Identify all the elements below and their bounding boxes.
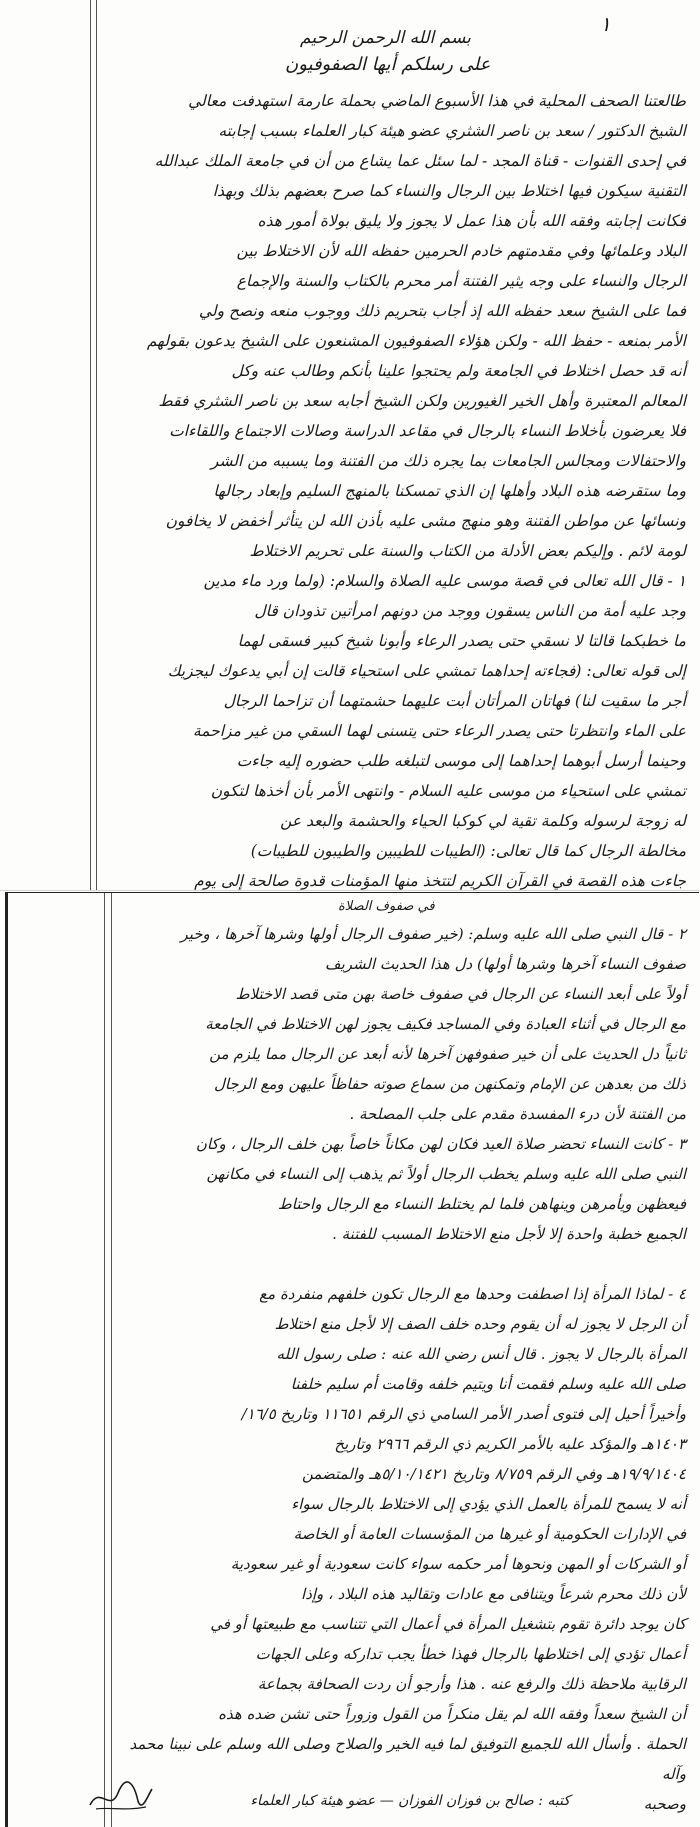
text-line: أولاً على أبعد النساء عن الرجال في صفوف خاصة بهن متى قصد الاختلاط (235, 985, 686, 1003)
text-line: الرجال والنساء على وجه يثير الفتنة أمر محرم بالكتاب والسنة والإجماع (236, 272, 686, 290)
text-line: صلى الله عليه وسلم فقمت أنا ويتيم خلفه وقامت أم سليم خلفنا (290, 1375, 686, 1393)
text-line: ما خطبكما قالتا لا نسقي حتى يصدر الرعاء وأبونا شيخ كبير فسقى لهما (237, 632, 686, 650)
text-line: ٤ - لماذا المرأة إذا اصطفت وحدها مع الرجال تكون خلفهم منفردة مع (259, 1285, 686, 1303)
text-line: جاءت هذه القصة في القرآن الكريم لتتخذ منها المؤمنات قدوة صالحة إلى يوم (194, 872, 686, 890)
margin-note: في صفوف الصلاة (338, 899, 435, 914)
text-line: كان يوجد دائرة تقوم بتشغيل المرأة في أعمال التي تتناسب مع طبيعتها أو في (210, 1615, 686, 1633)
document-page-1 (0, 0, 700, 890)
page-two-body (106, 919, 686, 1819)
text-line: ثانياً دل الحديث على أن خير صفوفهن آخرها لأنه أبعد عن الرجال مما يلزم من (209, 1045, 686, 1063)
text-line: أن الرجل لا يجوز له أن يقوم وحده خلف الصف إلا لأجل منع اختلاط (274, 1315, 686, 1333)
text-line: ٢ - قال النبي صلى الله عليه وسلم: (خير صفوف الرجال أولها وشرها آخرها ، وخير (180, 925, 686, 943)
text-line: ١٤٠٣هـ والمؤكد عليه بالأمر الكريم ذي الرقم ٢٩٦٦ وتاريخ (334, 1435, 686, 1453)
handwritten-signature (86, 1777, 156, 1817)
page-number: ١ (600, 12, 611, 36)
text-line: أنه لا يسمح للمرأة بالعمل الذي يؤدي إلى الاختلاط بالرجال سواء (291, 1495, 686, 1513)
text-line: ونسائها عن مواطن الفتنة وهو منهج مشى عليه بأذن الله لن يتأثر أخفض لا يخافون (165, 512, 686, 530)
text-line (106, 1249, 686, 1279)
text-line: مع الرجال في أثناء العبادة وفي المساجد فكيف يجوز لهن الاختلاط في الجامعة (205, 1015, 686, 1033)
text-line: أو الشركات أو المهن ونحوها أمر حكمه سواء كانت سعودية أو غير سعودية (230, 1555, 686, 1573)
text-line: وأخيراً أحيل إلى فتوى أصدر الأمر السامي ذي الرقم ١١٦٥١ وتاريخ ١٦/٥/ (241, 1405, 686, 1423)
text-line: طالعتنا الصحف المحلية في هذا الأسبوع الماضي بحملة عارمة استهدفت معالي (188, 92, 686, 110)
text-line: ذلك من بعدهن عن الإمام وتمكنهن من سماع صوته حفاظاً عليهن ومع الرجال (213, 1075, 686, 1093)
text-line: المرأة بالرجال لا يجوز . قال أنس رضي الله عنه : صلى رسول الله (276, 1345, 686, 1363)
document-page-2 (8, 893, 700, 1827)
text-line: وحينما أرسل أبوهما إحداهما إلى موسى لتبلغه طلب حضوره إليه جاءت (236, 752, 686, 770)
text-line: لأن ذلك محرم شرعاً ويتنافى مع عادات وتقاليد هذه البلاد ، وإذا (301, 1585, 686, 1603)
text-line: التقنية سيكون فيها اختلاط بين الرجال والنساء كما صرح بعضهم بذلك وبهذا (212, 182, 686, 200)
text-line: أن الشيخ سعداً وفقه الله لم يقل منكراً من القول وزوراً حتى تشن ضده هذه (218, 1705, 686, 1723)
text-line: الجميع خطبة واحدة إلا لأجل منع الاختلاط المسبب للفتنة . (332, 1225, 686, 1243)
text-line: البلاد وعلمائها وفي مقدمتهم خادم الحرمين حفظه الله لأن الاختلاط بين (236, 242, 686, 260)
text-line: إلى قوله تعالى: (فجاءته إحداهما تمشي على استحياء قالت إن أبي يدعوك ليجزيك (167, 662, 686, 680)
text-line: والاحتفالات ومجالس الجامعات بما يجره ذلك من الفتنة وما يسببه من الشر (210, 452, 686, 470)
text-line: وما ستقرضه هذه البلاد وأهلها إن الذي تمسكنا بالمنهج السليم وإبعاد رجالها (213, 482, 686, 500)
text-line: النبي صلى الله عليه وسلم يخطب الرجال أولاً ثم يذهب إلى النساء في مكانهن (206, 1165, 686, 1183)
text-line: المعالم المعتبرة وأهل الخير الغيورين ولكن الشيخ أجابه سعد بن ناصر الشثري فقط (158, 392, 686, 410)
text-line: فكانت إجابته وفقه الله بأن هذا عمل لا يجوز ولا يليق بولاة أمور هذه (257, 212, 686, 230)
text-line: في الإدارات الحكومية أو غيرها من المؤسسات العامة أو الخاصة (293, 1525, 686, 1543)
text-line: من الفتنة لأن درء المفسدة مقدم على جلب المصلحة . (349, 1105, 686, 1123)
text-line: على الماء وانتظرتا حتى يصدر الرعاء حتى يتسنى لهما السقي من غير مزاحمة (192, 722, 686, 740)
text-line: له زوجة لرسوله وكلمة تقية لي كوكبا الحياء والحشمة والبعد عن (280, 812, 686, 830)
text-line: ١ - قال الله تعالى في قصة موسى عليه الصلاة والسلام: (ولما ورد ماء مدين (203, 572, 686, 590)
text-line: وجد عليه أمة من الناس يسقون ووجد من دونهم امرأتين تذودان قال (254, 602, 686, 620)
page-one-body (66, 86, 686, 926)
text-line: الحملة . وأسأل الله للجميع التوفيق لما فيه الخير والصلاح وصلى الله وسلم على نبينا محمد وآله (129, 1735, 686, 1783)
text-line: أعمال تؤدي إلى اختلاطها بالرجال فهذا خطأ يجب تداركه وعلى الجهات (255, 1645, 686, 1663)
basmala-heading: بسم الله الرحمن الرحيم (300, 28, 471, 48)
text-line: الأمر بمنعه - حفظ الله - ولكن هؤلاء الصفوفيون المشنعون على الشيخ يدعون بقولهم (146, 332, 686, 350)
text-line: ١٩/٩/١٤٠٤هـ وفي الرقم ٨/٧٥٩ وتاريخ ٥/١٠/١٤٢١هـ والمتضمن (301, 1465, 686, 1483)
signature-line: كتبه : صالح بن فوزان الفوزان — عضو هيئة كبار العلماء (250, 1793, 570, 1809)
text-line: أنه قد حصل اختلاط في الجامعة ولم يحتجوا علينا بأنكم وطالب عنه وكل (231, 362, 686, 380)
text-line: تمشي على استحياء من موسى عليه السلام - وانتهى الأمر بأن أخذها لتكون (210, 782, 686, 800)
text-line: لومة لائم . وإليكم بعض الأدلة من الكتاب والسنة على تحريم الاختلاط (249, 542, 686, 560)
greeting-heading: على رسلكم أيها الصفوفيون (285, 54, 491, 75)
text-line: ٣ - كانت النساء تحضر صلاة العيد فكان لهن مكاناً خاصاً بهن خلف الرجال ، وكان (195, 1135, 686, 1153)
text-line: صفوف النساء آخرها وشرها أولها) دل هذا الحديث الشريف (325, 955, 686, 973)
text-line: مخالطة الرجال كما قال تعالى: (الطيبات للطيبين والطيبون للطيبات) (250, 842, 686, 860)
text-line: الرقابية ملاحظة ذلك والرفع عنه . هذا وأرجو أن ردت الصحافة بجماعة (257, 1675, 686, 1693)
text-line: فما على الشيخ سعد حفظه الله إذ أجاب بتحريم ذلك ووجوب منعه ونصح ولي (198, 302, 686, 320)
text-line: أجر ما سقيت لنا) فهاتان المرأتان أبت عليهما حشمتهما أن تزاحما الرجال (223, 692, 686, 710)
text-line: فيعظهن ويأمرهن وينهاهن فلما لم يختلط النساء مع الرجال واحتاط (277, 1195, 686, 1213)
text-line: في إحدى القنوات - قناة المجد - لما سئل عما يشاع من أن في جامعة الملك عبدالله (154, 152, 686, 170)
text-line: فلا يعرضون بأخلاط النساء بالرجال في مقاعد الدراسة وصالات الاجتماع واللقاءات (169, 422, 686, 440)
text-line: وصحبه (643, 1795, 686, 1813)
page-margin-line (104, 893, 105, 1827)
text-line: الشيخ الدكتور / سعد بن ناصر الشثري عضو هيئة كبار العلماء بسبب إجابته (218, 122, 686, 140)
